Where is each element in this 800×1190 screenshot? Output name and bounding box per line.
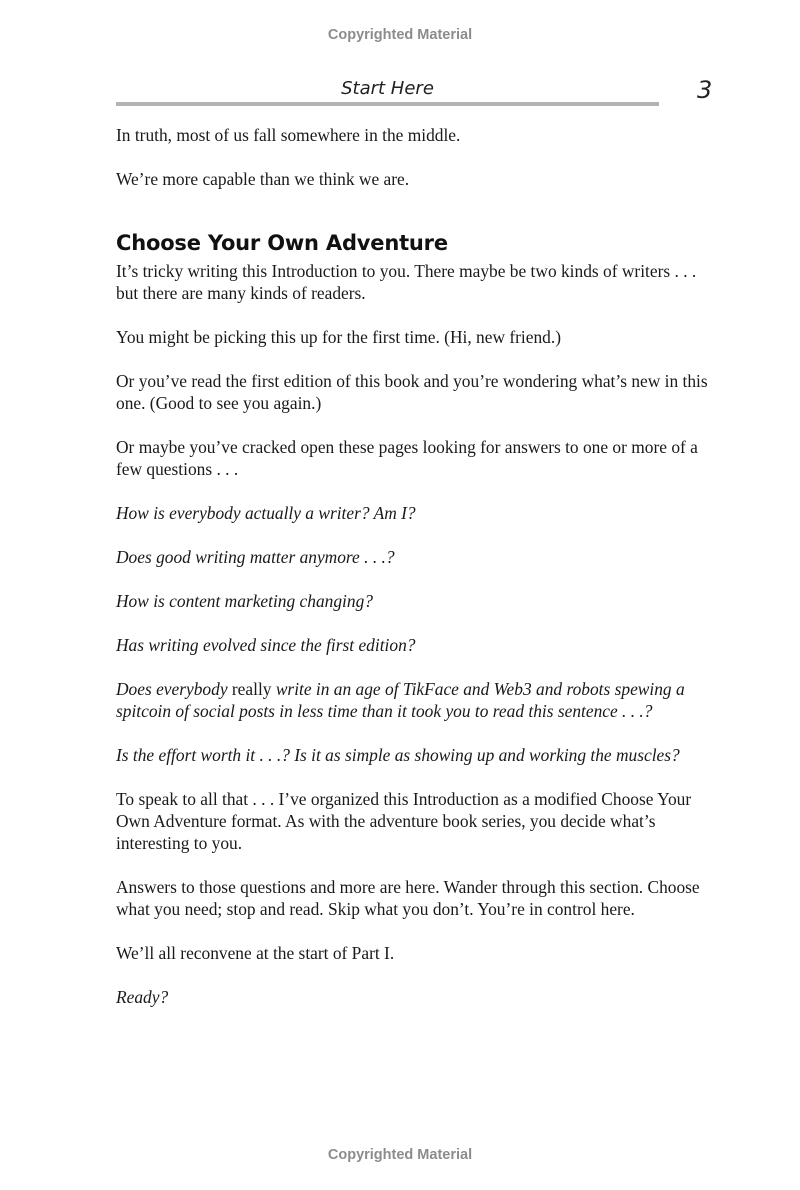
running-title: Start Here (341, 78, 434, 99)
intro-paragraph: In truth, most of us fall somewhere in the middle. (116, 125, 461, 145)
body-paragraph: Or maybe you’ve cracked open these pages looking for answers to one or more of a few questions . . . (116, 437, 698, 479)
body-paragraph: We’ll all reconvene at the start of Part I. (116, 943, 395, 963)
question-item: Has writing evolved since the first edition? (116, 635, 416, 655)
body-paragraph: Or you’ve read the first edition of this book and you’re wondering what’s new in this one. (Good to see you again.) (116, 371, 708, 413)
body-paragraph: You might be picking this up for the first time. (Hi, new friend.) (116, 327, 562, 347)
copyright-watermark-bottom: Copyrighted Material (327, 1147, 473, 1163)
page-body (116, 124, 716, 1008)
body-paragraph: To speak to all that . . . I’ve organized this Introduction as a modified Choose Your Own Adventure format. As with the adventure book series, you decide what’s interesting to you. (116, 789, 692, 853)
body-paragraph: Answers to those questions and more are here. Wander through this section. Choose what you need; stop and read. Skip what you don’t. You’re in control here. (116, 877, 700, 919)
question-text: write in an age of TikFace and Web3 and robots spewing a spitcoin of social posts in less time than it took you to read this sentence . . .? (116, 679, 685, 721)
intro-paragraph: We’re more capable than we think we are. (116, 169, 410, 189)
question-item (116, 678, 716, 722)
closing-line: Ready? (116, 987, 169, 1007)
question-item: Is the effort worth it . . .? Is it as simple as showing up and working the muscles? (116, 745, 680, 765)
section-heading: Choose Your Own Adventure (116, 231, 448, 255)
emphasis-roman-word: really (231, 679, 272, 699)
page-number: 3 (697, 76, 713, 104)
running-header (116, 78, 659, 106)
question-text: Does everybody (116, 679, 232, 699)
copyright-watermark-top: Copyrighted Material (327, 27, 473, 43)
question-item: Does good writing matter anymore . . .? (116, 547, 395, 567)
question-item: How is content marketing changing? (116, 591, 373, 611)
question-item: How is everybody actually a writer? Am I? (116, 503, 416, 523)
body-paragraph: It’s tricky writing this Introduction to you. There maybe be two kinds of writers . . . but there are many kinds of readers. (116, 261, 697, 303)
